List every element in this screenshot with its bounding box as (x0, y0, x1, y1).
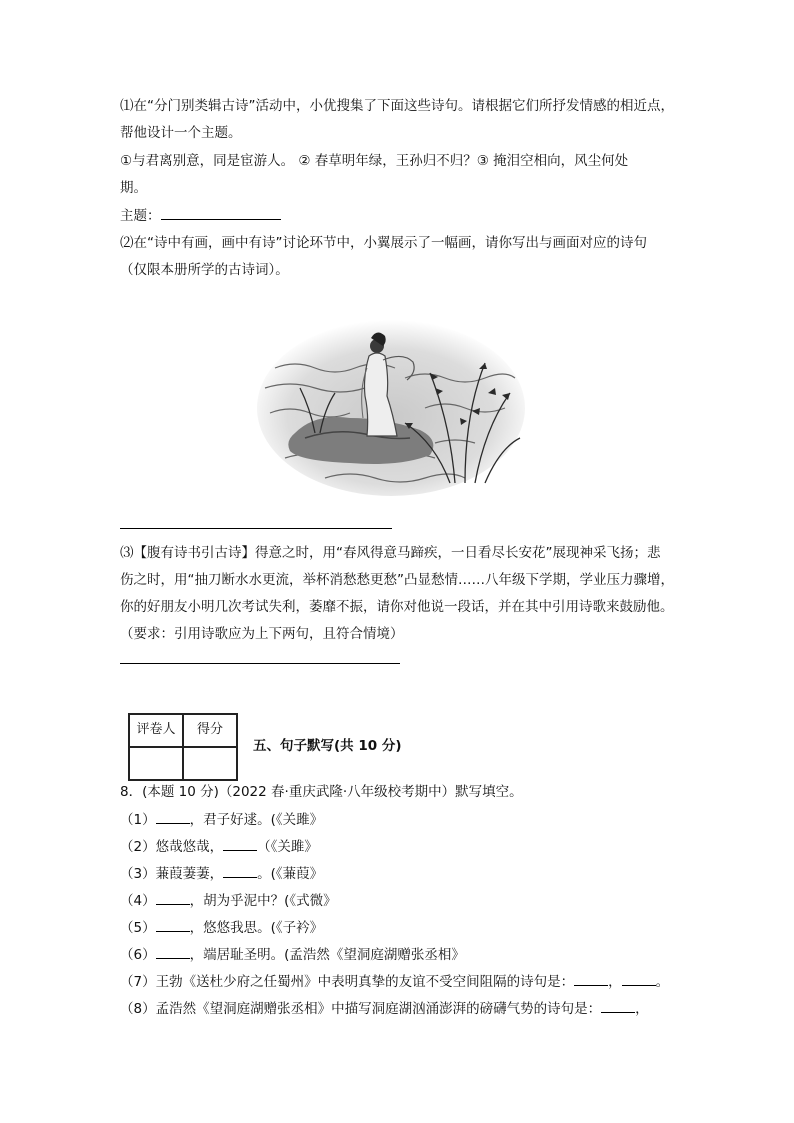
q8-blank-8[interactable] (601, 998, 635, 1013)
reviewer-header: 评卷人 (129, 714, 183, 747)
q3-prompt-line3: 你的好朋友小明几次考试失利，萎靡不振，请你对他说一段话，并在其中引用诗歌来鼓励他。 (120, 599, 674, 615)
q3-prompt-line4: （要求：引用诗歌应为上下两句，且符合情境） (120, 626, 404, 642)
score-header: 得分 (183, 714, 237, 747)
q1-poems-line2: 期。 (120, 180, 147, 196)
q2-answer-line[interactable] (120, 528, 392, 529)
q2-prompt-line2: （仅限本册所学的古诗词）。 (120, 262, 289, 278)
q8-header: 8．(本题 10 分)（2022 春·重庆武隆·八年级校考期中）默写填空。 (120, 784, 523, 800)
q3-prompt-line1: ⑶【腹有诗书引古诗】得意之时，用“春风得意马蹄疾，一日看尽长安花”展现神采飞扬；悲 (120, 545, 661, 561)
q1-theme-row (120, 205, 281, 226)
score-table (128, 713, 238, 781)
q8-item-5: （5） ，悠悠我思。(《子衿》 (120, 917, 323, 938)
q8-blank-2[interactable] (223, 836, 257, 851)
q1-prompt-line1: ⑴在“分门别类辑古诗”活动中，小优搜集了下面这些诗句。请根据它们所抒发情感的相近点， (120, 98, 674, 114)
q8-blank-1[interactable] (156, 809, 190, 824)
q8-blank-7b[interactable] (622, 971, 656, 986)
score-cell[interactable] (183, 747, 237, 780)
q8-item-3: （3）蒹葭萋萋， 。(《蒹葭》 (120, 863, 323, 884)
q2-prompt-line1: ⑵在“诗中有画，画中有诗”讨论环节中，小翼展示了一幅画，请你写出与画面对应的诗句 (120, 235, 647, 251)
q3-prompt-line2: 伤之时，用“抽刀断水水更流，举杯消愁愁更愁”凸显愁情……八年级下学期，学业压力骤增， (120, 572, 674, 588)
q3-answer-line[interactable] (120, 663, 400, 664)
q8-item-2: （2）悠哉悠哉， （《关雎》 (120, 836, 318, 857)
poem-illustration (255, 308, 527, 500)
q8-item-4: （4） ，胡为乎泥中？(《式微》 (120, 890, 337, 911)
q8-item-7: （7）王勃《送杜少府之任蜀州》中表明真挚的友谊不受空间阻隔的诗句是： ， 。 (120, 971, 669, 992)
q8-item-8: （8）孟浩然《望洞庭湖赠张丞相》中描写洞庭湖汹涌澎湃的磅礴气势的诗句是： ， (120, 998, 649, 1019)
q1-poems-line1: ①与君离别意，同是宦游人。 ② 春草明年绿，王孙归不归？③ 掩泪空相向，风尘何处 (120, 153, 629, 169)
q8-item-6: （6） ，端居耻圣明。(孟浩然《望洞庭湖赠张丞相》 (120, 944, 465, 965)
q1-prompt-line2: 帮他设计一个主题。 (120, 125, 242, 141)
q1-theme-blank[interactable] (161, 205, 281, 220)
q8-blank-6[interactable] (156, 944, 190, 959)
q8-blank-5[interactable] (156, 917, 190, 932)
reviewer-cell[interactable] (129, 747, 183, 780)
q1-theme-label: 主题： (120, 208, 161, 224)
section-title: 五、句子默写(共 10 分) (253, 738, 402, 754)
q8-blank-3[interactable] (223, 863, 257, 878)
q8-item-1: （1） ，君子好逑。(《关雎》 (120, 809, 323, 830)
q8-blank-4[interactable] (156, 890, 190, 905)
q8-blank-7a[interactable] (574, 971, 608, 986)
